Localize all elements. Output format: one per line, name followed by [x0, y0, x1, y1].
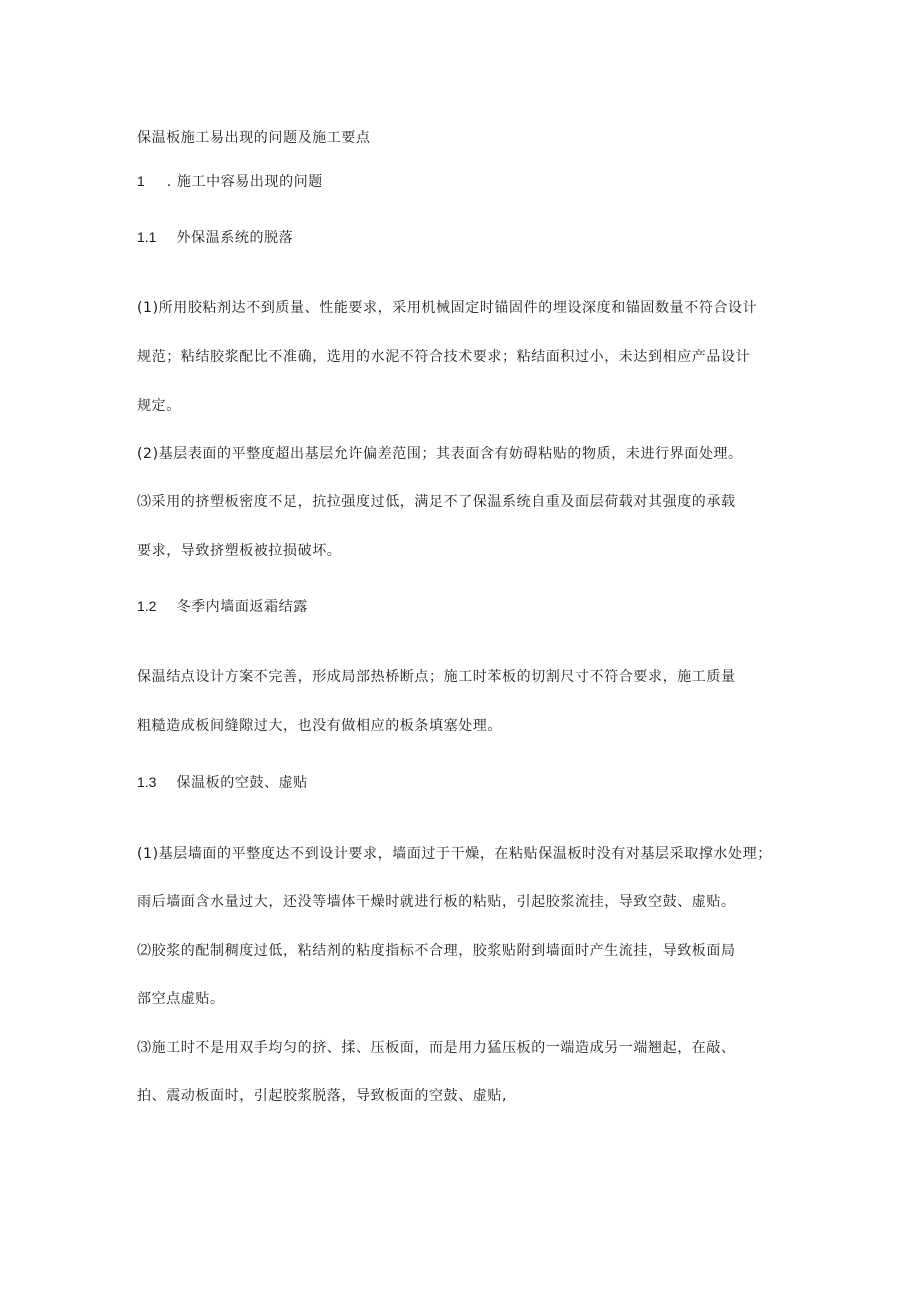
paragraph-line: (2)基层表面的平整度超出基层允许偏差范围；其表面含有妨碍粘贴的物质，未进行界面处理。: [137, 446, 743, 462]
paragraph-line: 规范；粘结胶浆配比不准确，选用的水泥不符合技术要求；粘结面积过小，未达到相应产品设计: [137, 349, 751, 365]
subsection-number: 1.3: [137, 774, 157, 790]
paragraph-line: (1)基层墙面的平整度达不到设计要求，墙面过于干燥，在粘贴保温板时没有对基层采取撑水处理；: [137, 846, 772, 862]
paragraph-line: 拍、震动板面时，引起胶浆脱落，导致板面的空鼓、虚贴,: [137, 1088, 508, 1104]
paragraph-line: ⑵胶浆的配制稠度过低，粘结剂的粘度指标不合理，胶浆贴附到墙面时产生流挂，导致板面局: [137, 943, 736, 959]
paragraph-line: ⑶采用的挤塑板密度不足，抗拉强度过低，满足不了保温系统自重及面层荷载对其强度的承载: [137, 494, 736, 510]
paragraph-line: 要求，导致挤塑板被拉损破坏。: [137, 543, 342, 559]
subsection-1-2-heading: [137, 596, 797, 617]
paragraph-line: 粗糙造成板间缝隙过大，也没有做相应的板条填塞处理。: [137, 718, 502, 734]
document-title: 保温板施工易出现的问题及施工要点: [137, 130, 371, 146]
paragraph-line: 规定。: [137, 398, 181, 414]
subsection-title: 冬季内墙面返霜结露: [176, 599, 308, 615]
subsection-1-1-heading: [137, 227, 797, 248]
section-title: . 施工中容易出现的问题: [166, 174, 323, 190]
paragraph-line: 保温结点设计方案不完善，形成局部热桥断点；施工时苯板的切割尺寸不符合要求，施工质量: [137, 669, 736, 685]
paragraph-line: ⑶施工时不是用双手均匀的挤、揉、压板面，而是用力猛压板的一端造成另一端翘起，在敲、: [137, 1040, 736, 1056]
paragraph-line: (1)所用胶粘剂达不到质量、性能要求，采用机械固定时锚固件的埋设深度和锚固数量不符合设计: [137, 300, 758, 316]
subsection-title: 保温板的空鼓、虚贴: [176, 775, 308, 791]
paragraph-line: 部空点虚贴。: [137, 991, 225, 1007]
paragraph-line: 雨后墙面含水量过大，还没等墙体干燥时就进行板的粘贴，引起胶浆流挂，导致空鼓、虚贴。: [137, 894, 736, 910]
section-1-heading: [137, 171, 797, 192]
subsection-title: 外保温系统的脱落: [176, 230, 294, 246]
section-number: 1: [137, 173, 145, 189]
subsection-number: 1.1: [137, 229, 157, 245]
subsection-number: 1.2: [137, 598, 157, 614]
subsection-1-3-heading: [137, 772, 797, 793]
